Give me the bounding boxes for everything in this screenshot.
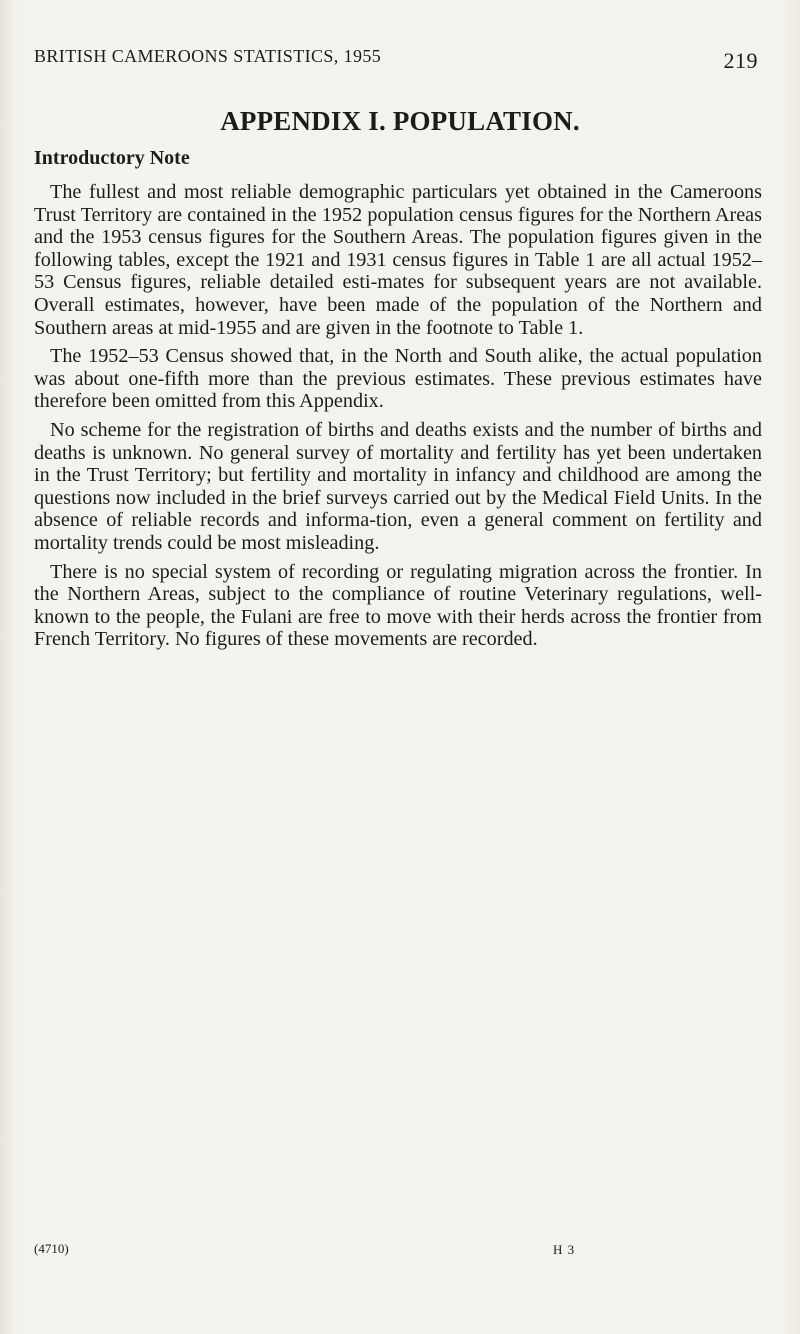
paragraph-demographic-particulars: The fullest and most reliable demographic particulars yet obtained in the Cameroons Trust Territory are contained in the 1952 population census figures for the Northern Areas and the 1953 census figures for the Southern Areas. The population figures given in the following tables, except the 1921 and 1931 census figures in Table 1 are all actual 1952–53 Census figures, reliable detailed esti-mates for subsequent years are not available. Overall estimates, however, have been made of the population of the Northern and Southern areas at mid-1955 and are given in the footnote to Table 1. [34,181,762,339]
signature-mark: H 3 [553,1242,576,1257]
body-text [34,181,762,657]
paragraph-migration: There is no special system of recording or regulating migration across the frontier. In the Northern Areas, subject to the compliance of routine Veterinary regulations, well-known to the people, the Fulani are free to move with their herds across the frontier from French Territory. No figures of these movements are recorded. [34,560,762,651]
paragraph-census-comparison: The 1952–53 Census showed that, in the North and South alike, the actual population was about one-fifth more than the previous estimates. These previous estimates have therefore been omitted from this Appendix. [34,345,762,413]
running-title: BRITISH CAMEROONS STATISTICS, 1955 [34,46,382,66]
page-title: APPENDIX I. POPULATION. [220,106,580,136]
paragraph-births-deaths: No scheme for the registration of births and deaths exists and the number of births and deaths is unknown. No general survey of mortality and fertility has yet been undertaken in the Trust Territory; but fertility and mortality in infancy and childhood are among the questions now included in the brief surveys carried out by the Medical Field Units. In the absence of reliable records and informa-tion, even a general comment on fertility and mortality trends could be most misleading. [34,418,762,554]
print-code: (4710) [34,1241,69,1256]
page-number: 219 [723,48,758,73]
running-header [34,42,758,82]
section-heading: Introductory Note [34,147,190,169]
